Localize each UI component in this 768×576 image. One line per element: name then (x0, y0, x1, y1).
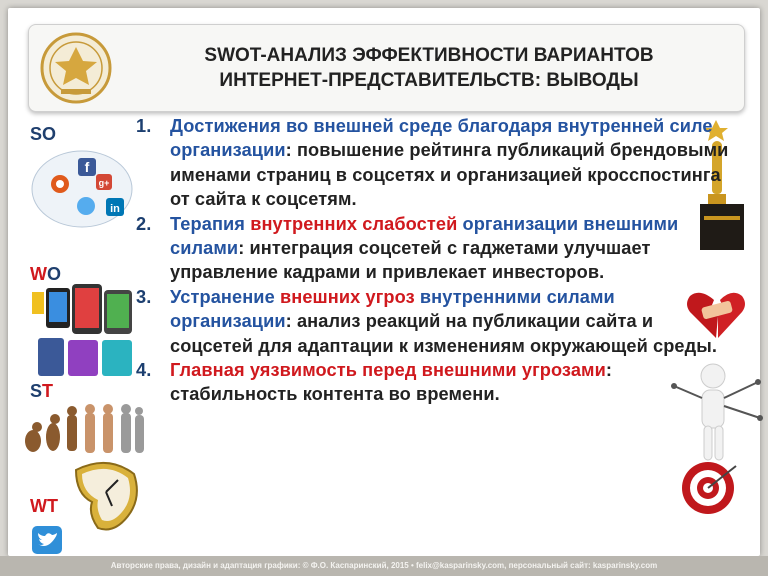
conclusions-list (130, 114, 730, 407)
item-2-text: : интеграция соцсетей с гаджетами улучшает управление кадрами и привлекает инвесторов. (170, 238, 651, 283)
target-icon (682, 460, 738, 516)
tag-st-s: S (30, 381, 43, 401)
list-item-1 (130, 114, 730, 212)
item-3-heading-a: Устранение (170, 286, 280, 307)
item-4-heading: Главная уязвимость перед внешними угрозами (170, 360, 606, 381)
item-3-heading-threats: внешних угроз (279, 286, 415, 307)
twitter-icon (32, 526, 62, 554)
tag-st-t: T (42, 381, 54, 401)
tag-wt-t: T (47, 496, 58, 516)
tag-so (30, 124, 56, 145)
item-4-text: : стабильность контента во времени. (170, 360, 613, 405)
item-number: 1. (136, 116, 152, 136)
melting-clock-icon (68, 458, 143, 538)
tag-wt-w: W (30, 496, 47, 516)
svg-text:g+: g+ (98, 178, 110, 188)
slide-header (28, 24, 745, 112)
title-line-2: ИНТЕРНЕТ-ПРЕДСТАВИТЕЛЬСТВ: ВЫВОДЫ (219, 70, 639, 91)
item-2-heading-a: Терапия (170, 213, 251, 234)
item-number: 2. (136, 213, 152, 234)
tag-st (30, 381, 53, 402)
social-cloud-icon (30, 144, 135, 234)
item-number: 3. (136, 286, 152, 307)
tag-so-s: S (30, 124, 43, 144)
gadgets-icon (28, 284, 138, 379)
item-1-text: : повышение рейтинга публикаций брендовыми именами страниц в соцсетях и организацией кросспостинга от сайта к соцсетям. (170, 140, 729, 210)
list-item-2 (130, 212, 730, 285)
item-3-text: : анализ реакций на публикации сайта и соцсетей для адаптации к изменениям окружающей среды. (170, 311, 718, 356)
title-line-1: SWOT-АНАЛИЗ ЭФФЕКТИВНОСТИ ВАРИАНТОВ (204, 45, 654, 66)
list-item-4 (130, 358, 730, 407)
list-item-3 (130, 285, 730, 358)
item-2-heading-b: организации внешними силами (170, 213, 679, 259)
evolution-icon (23, 401, 148, 456)
svg-text:f: f (84, 159, 90, 175)
copyright-footer: Авторские права, дизайн и адаптация графики: © Ф.О. Каспаринский, 2015 • felix@kasparinsky.com, персональный сайт: kasparinsky.com (0, 556, 768, 576)
tag-wt (30, 496, 58, 517)
svg-text:in: in (110, 203, 120, 215)
item-1-heading: Достижения во внешней среде благодаря внутренней силе организации (170, 116, 713, 161)
item-2-heading-weakness: внутренних слабостей (250, 213, 458, 234)
tag-wo (30, 264, 61, 285)
item-number: 4. (136, 360, 152, 381)
page-title (124, 43, 734, 93)
tag-wo-o: O (47, 264, 62, 284)
tag-so-o: O (42, 124, 57, 144)
slide (8, 8, 760, 556)
logo-emblem-icon (39, 31, 113, 105)
item-3-heading-b: внутренними силами организации (170, 286, 615, 332)
tag-wo-w: W (30, 264, 47, 284)
